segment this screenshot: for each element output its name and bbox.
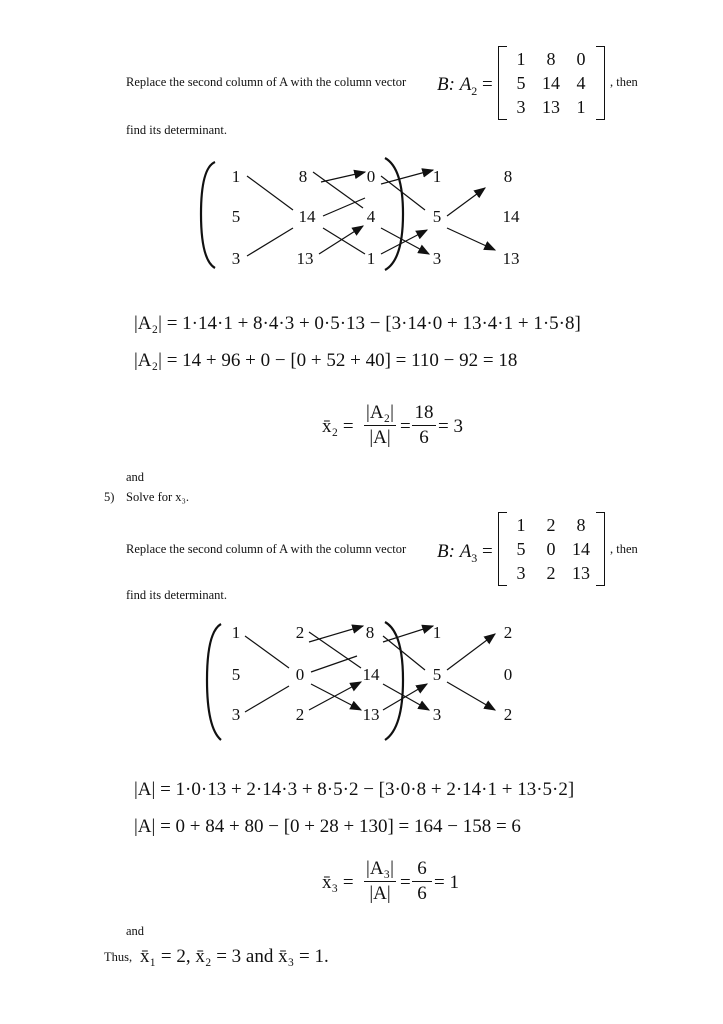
xbar-label: x̄₂ = — [322, 416, 354, 437]
then-text: , then — [610, 75, 638, 89]
cell: 13 — [296, 249, 314, 268]
cell: 5 — [231, 207, 241, 226]
fraction-2: 6 6 — [412, 858, 432, 905]
cell: 1 — [432, 623, 442, 642]
cell: 8 — [365, 623, 375, 642]
cell: 0 — [366, 167, 376, 186]
left-paren — [201, 162, 215, 268]
cell: 3 — [231, 705, 241, 724]
cell: 3 — [432, 249, 442, 268]
matrix-right-bracket — [596, 512, 605, 586]
cell: 2 — [295, 623, 305, 642]
cell: 13 — [502, 249, 520, 268]
cell: 13 — [362, 705, 380, 724]
det-line-1: |A| = 1·0·13 + 2·14·3 + 8·5·2 − [3·0·8 + 2·14·1 + 13·5·2] — [134, 779, 575, 800]
instruction-text: Replace the second column of A with the column vector — [126, 542, 407, 556]
then-text: , then — [610, 542, 638, 556]
instruction-text: Replace the second column of A with the column vector — [126, 75, 407, 89]
step-heading: Solve for x₃. — [126, 490, 190, 504]
cell: 4 — [366, 207, 376, 226]
fraction-2: 18 6 — [412, 402, 436, 449]
right-paren — [385, 158, 403, 270]
result: = 3 — [438, 416, 463, 437]
cell: 3 — [231, 249, 241, 268]
cell: 8 — [503, 167, 513, 186]
det-line-2: |A₂| = 14 + 96 + 0 − [0 + 52 + 40] = 110 − 92 = 18 — [134, 350, 518, 371]
cell: 5 — [231, 665, 241, 684]
cell: 0 — [503, 665, 513, 684]
cell: 14 — [298, 207, 316, 226]
sarrus-diagram-2 — [195, 614, 535, 746]
matrix-a3: 1 2 8 5 0 14 3 2 13 — [516, 515, 590, 583]
matrix-a2: 1 8 0 5 14 4 3 13 1 — [516, 49, 586, 117]
cell: 14 — [362, 665, 380, 684]
cell: 14 — [502, 207, 520, 226]
equals: = — [400, 872, 411, 893]
left-paren — [207, 624, 221, 740]
matrix-right-bracket — [596, 46, 605, 120]
fraction-1: |A₂| |A| — [364, 402, 396, 449]
cell: 2 — [503, 623, 513, 642]
sarrus-diagram-1 — [195, 150, 535, 280]
matrix-label: B: $A_3$ = — [437, 541, 493, 565]
cell: 5 — [432, 665, 442, 684]
matrix-left-bracket — [498, 46, 507, 120]
cell: 1 — [366, 249, 376, 268]
cell: 8 — [298, 167, 308, 186]
det-line-2: |A| = 0 + 84 + 80 − [0 + 28 + 130] = 164 − 158 = 6 — [134, 816, 521, 837]
step-number: 5) — [104, 490, 115, 504]
equals: = — [400, 416, 411, 437]
cell: 2 — [503, 705, 513, 724]
matrix-label: B: $A_2$ = — [437, 74, 493, 98]
and-text: and — [126, 924, 145, 938]
cell: 1 — [432, 167, 442, 186]
det-line-1: |A₂| = 1·14·1 + 8·4·3 + 0·5·13 − [3·14·0 + 13·4·1 + 1·5·8] — [134, 313, 581, 334]
and-text: and — [126, 470, 145, 484]
find-det-text: find its determinant. — [126, 123, 228, 137]
matrix-left-bracket — [498, 512, 507, 586]
cell: 2 — [295, 705, 305, 724]
cell: 5 — [432, 207, 442, 226]
cell: 3 — [432, 705, 442, 724]
cell: 1 — [231, 167, 241, 186]
find-det-text: find its determinant. — [126, 588, 228, 602]
cell: 1 — [231, 623, 241, 642]
thus-text: Thus, — [104, 950, 133, 964]
fraction-1: |A₃| |A| — [364, 858, 396, 905]
cell: 0 — [295, 665, 305, 684]
result: = 1 — [434, 872, 459, 893]
final-values: x̄₁ = 2, x̄₂ = 3 and x̄₃ = 1. — [140, 946, 329, 967]
xbar-label: x̄₃ = — [322, 872, 354, 893]
